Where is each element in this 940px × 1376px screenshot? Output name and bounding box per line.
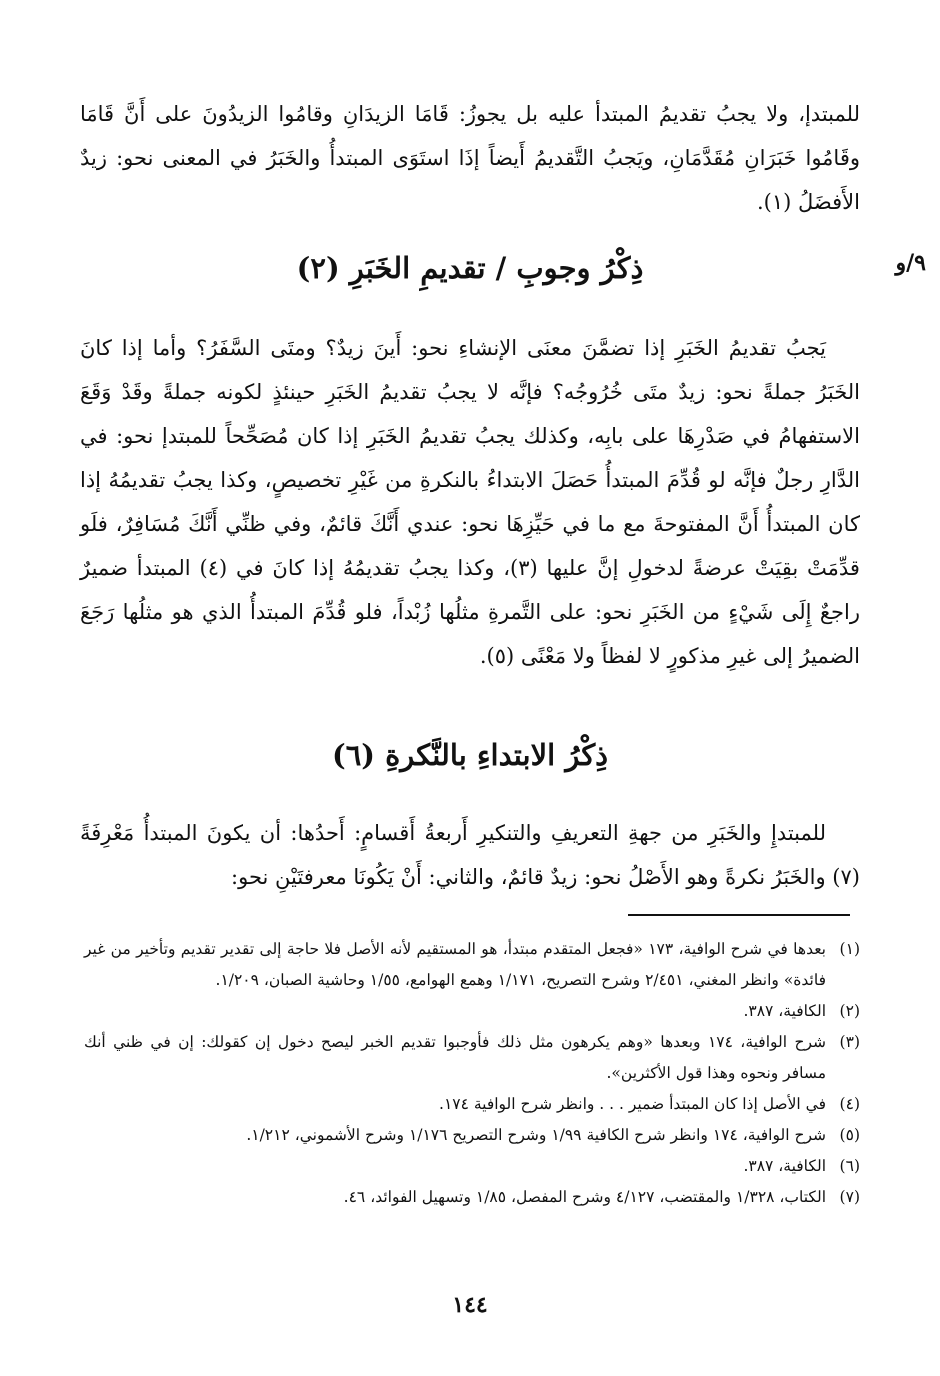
section-heading-2: ذِكْرُ الابتداءِ بالنَّكرةِ (٦) — [331, 738, 609, 772]
footnote-text: الكافية، ٣٨٧. — [743, 1157, 826, 1175]
footnote-text: بعدها في شرح الوافية، ١٧٣ «فجعل المتقدم مبتدأ، هو المستقيم لأنه الأصل فلا حاجة إلى تقدير تقديم وتأخير من غير فائدة» وانظر المغني، ٢/٤٥١ وشرح التصريح، ١/١٧١ وهمع الهوامع، ١/٥٥ وحاشية الصبان، ١/٢٠٩. — [84, 940, 826, 989]
page-number: ١٤٤ — [452, 1292, 488, 1318]
footnote-number: (٤) — [839, 1095, 860, 1113]
footnote-text: شرح الوافية، ١٧٤ وبعدها «وهم يكرهون مثل ذلك فأوجبوا تقديم الخبر ليصح دخول إن كقولك: إن في ظني أنك مسافر ونحوه وهذا قول الأكثرين». — [84, 1033, 826, 1082]
footnote — [84, 1027, 860, 1089]
footnote — [84, 996, 860, 1027]
paragraph-3 — [80, 811, 860, 899]
section-heading-1: ذِكْرُ وجوبِ / تقديمِ الخَبَرِ (٢) — [296, 251, 644, 285]
footnote-number: (٣) — [839, 1033, 860, 1051]
paragraph-1-text: للمبتدإ، ولا يجبُ تقديمُ المبتدأ عليه بل يجوزُ: قَامَا الزيدَانِ وقامُوا الزيدُونَ على أَنَّ قَامَا وقَامُوا خَبَرَانِ مُقَدَّمَانِ، ويَجبُ التَّقديمُ أَيضاً إذَا استَوَى المبتدأُ والخَبَرُ في المعنى نحو: زيدٌ الأَفضَلُ (١). — [80, 102, 861, 214]
footnote-text: الكتاب، ١/٣٢٨ والمقتضب، ٤/١٢٧ وشرح المفصل، ١/٨٥ وتسهيل الفوائد، ٤٦. — [343, 1188, 826, 1206]
footnote — [84, 934, 860, 996]
footnote — [84, 1089, 860, 1120]
footnote-text: شرح الوافية، ١٧٤ وانظر شرح الكافية ١/٩٩ وشرح التصريح ١/١٧٦ وشرح الأشموني، ١/٢١٢. — [246, 1126, 826, 1144]
footnote — [84, 1182, 860, 1213]
footnotes — [84, 934, 860, 1213]
footnote-number: (٢) — [839, 1002, 860, 1020]
footnote-number: (٦) — [839, 1157, 860, 1175]
footnote-text: في الأصل إذا كان المبتدأ ضمير . . . وانظر شرح الوافية ١٧٤. — [439, 1095, 826, 1113]
paragraph-3-text: للمبتدإِ والخَبَرِ من جهةِ التعريفِ والتنكيرِ أَربعةُ أَقسامٍ: أَحدُها: أن يكونَ المبتدأُ مَعْرِفَةً (٧) والخَبَرُ نكرةً وهو الأَصْلُ نحو: زيدٌ قائمٌ، والثاني: أَنْ يَكُونَا معرفتَيْنِ نحو: — [80, 821, 860, 889]
footnote-number: (١) — [839, 940, 860, 958]
paragraph-2 — [80, 326, 860, 678]
footnote-number: (٥) — [839, 1126, 860, 1144]
footnote-text: الكافية، ٣٨٧. — [743, 1002, 826, 1020]
paragraph-2-text: يَجبُ تقديمُ الخَبَرِ إذا تضمَّنَ معنَى الإنشاءِ نحو: أَينَ زيدٌ؟ ومتَى السَّفَرُ؟ وأما إذا كانَ الخَبَرُ جملةً نحو: زيدٌ متَى خُرُوجُه؟ فإنَّه لا يجبُ تقديمُ الخَبَرِ حينئذٍ لكونه جملةً وقَدْ وَقَعَ الاستفهامُ في صَدْرِهَا على بابِه، وكذلك يجبُ تقديمُ الخَبَرِ إذا كان مُصَحِّحاً للمبتدإ نحو: في الدَّارِ رجلٌ فإنَّه لو قُدِّمَ المبتدأُ حَصَلَ الابتداءُ بالنكرةِ من غَيْرِ تخصيصٍ، وكذا يجبُ تقديمُهُ إذا كان المبتدأُ أَنَّ المفتوحةَ مع ما في حَيِّزِهَا نحو: عندي أَنَّكَ قائمٌ، وفي ظنِّي أَنَّكَ مُسَافِرٌ، فلَو قدِّمَتْ بقِيَتْ عرضةً لدخولِ إنَّ عليها (٣)، وكذا يجبُ تقديمُهُ إذا كانَ في (٤) المبتدأ ضميرٌ راجعٌ إِلَى شَيْءٍ من الخَبَرِ نحو: على التَّمرةِ مثلُها زُبْداً، فلو قُدِّمَ المبتدأُ الذي هو مثلُها رَجَعَ الضميرُ إلى غيرِ مذكورٍ لا لفظاً ولا مَعْنًى (٥). — [80, 336, 860, 668]
footnote — [84, 1120, 860, 1151]
paragraph-1 — [80, 92, 860, 224]
footnote — [84, 1151, 860, 1182]
footnote-number: (٧) — [839, 1188, 860, 1206]
margin-folio-note: ٩/و — [895, 250, 926, 276]
footnote-separator — [628, 914, 850, 916]
